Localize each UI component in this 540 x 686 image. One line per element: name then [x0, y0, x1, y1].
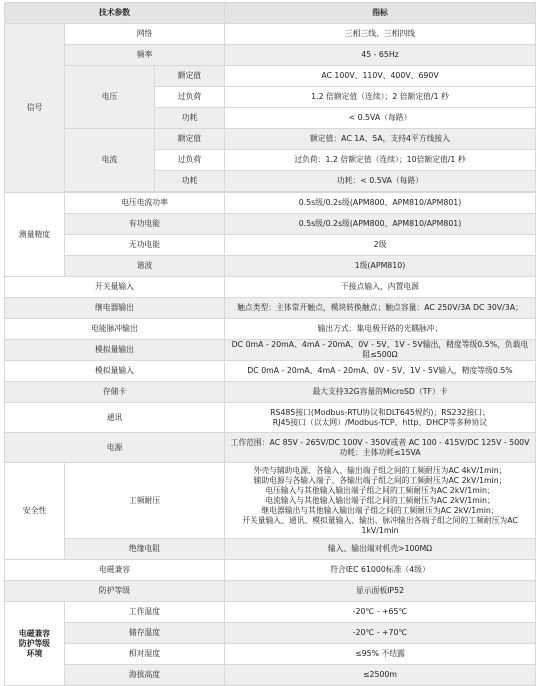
- analog-input-value: DC 0mA - 20mA、4mA - 20mA、0V - 5V、1V - 5V输入，精度等级0.5%: [225, 361, 536, 382]
- voltage-power-label: 功耗: [155, 108, 225, 129]
- comm-line: RS485接口(Modbus-RTU协议和DLT645规约)；RS232接口；: [270, 407, 490, 417]
- environment-row-value: -20℃ - +65℃: [225, 602, 536, 623]
- frequency-label: 频率: [65, 45, 225, 66]
- environment-row-label: 海拔高度: [65, 665, 225, 686]
- relay-output-value: 触点类型：主体常开触点，模块转换触点；触点容量：AC 250V/3A DC 30V/3A；: [225, 298, 536, 319]
- accuracy-row-value: 0.5s级/0.2s级(APM800、APM810/APM801): [225, 193, 536, 214]
- power-supply-line: 功耗：主体功耗≤15VA: [339, 447, 421, 457]
- insulation-value: 输入、输出端对机壳>100MΩ: [225, 539, 536, 560]
- accuracy-row-value: 1级(APM810): [225, 256, 536, 277]
- comm-line: RJ45接口（以太网）/Modbus-TCP、http、DHCP等多种协议: [272, 417, 488, 427]
- relay-output-label: 继电器输出: [5, 298, 225, 319]
- voltage-rated-label: 额定值: [155, 66, 225, 87]
- environment-row-value: ≤2500m: [225, 665, 536, 686]
- current-label: 电流: [65, 129, 155, 192]
- environment-label-line: 电磁兼容: [18, 628, 51, 638]
- network-value: 三相三线、三相四线: [225, 24, 536, 45]
- environment-row-label: 相对湿度: [65, 644, 225, 665]
- emc-value: 符合IEC 61000标准（4级）: [225, 560, 536, 581]
- accuracy-row-label: 电压电流功率: [65, 193, 225, 214]
- spec-table: [4, 2, 536, 686]
- protection-value: 显示面板IP52: [225, 581, 536, 602]
- comm-label: 通讯: [5, 403, 225, 433]
- pulse-output-label: 电能脉冲输出: [5, 319, 225, 340]
- withstand-line: 辅助电源与各输入端子、各输出端子组之间的工频耐压为AC 2kV/1min；: [253, 475, 507, 485]
- signal-label: 信号: [5, 24, 65, 193]
- storage-value: 最大支持32G容量的MicroSD（TF）卡: [225, 382, 536, 403]
- power-supply-label: 电源: [5, 433, 225, 463]
- comm-value: [225, 403, 536, 433]
- current-overload-value: 过负荷：1.2 倍额定值（连续）；10倍额定值/1 秒: [225, 150, 536, 171]
- emc-label: 电磁兼容: [5, 560, 225, 581]
- environment-label: [5, 602, 65, 686]
- safety-label: 安全性: [5, 463, 65, 560]
- current-rated-value: 额定值：AC 1A、5A，支持4平方线接入: [225, 129, 536, 150]
- voltage-label: 电压: [65, 66, 155, 129]
- analog-output-label: 模拟量输出: [5, 340, 225, 361]
- voltage-overload-label: 过负荷: [155, 87, 225, 108]
- switch-input-label: 开关量输入: [5, 277, 225, 298]
- environment-row-label: 储存温度: [65, 623, 225, 644]
- withstand-line: 外壳与辅助电源、各输入、输出端子组之间的工频耐压为AC 4kV/1min；: [253, 465, 507, 475]
- voltage-rated-value: AC 100V、110V、400V、690V: [225, 66, 536, 87]
- pulse-output-value: 输出方式：集电极开路的光耦脉冲；: [225, 319, 536, 340]
- withstand-value: [225, 463, 536, 539]
- voltage-overload-value: 1.2 倍额定值（连续）；2 倍额定值/1 秒: [225, 87, 536, 108]
- analog-input-label: 模拟量输入: [5, 361, 225, 382]
- environment-row-value: ≤95% 不结露: [225, 644, 536, 665]
- withstand-line: 开关量输入、通讯、模拟量输入、输出、脉冲输出各端子组之间的工频耐压为AC 1kV/1min: [242, 515, 518, 535]
- accuracy-label: 测量精度: [5, 193, 65, 277]
- accuracy-row-label: 有功电能: [65, 214, 225, 235]
- environment-row-value: -20℃ - +70℃: [225, 623, 536, 644]
- environment-row-label: 工作温度: [65, 602, 225, 623]
- storage-label: 存储卡: [5, 382, 225, 403]
- current-overload-label: 过负荷: [155, 150, 225, 171]
- header-param: 技术参数: [5, 3, 225, 24]
- accuracy-row-value: 0.5s级/0.2s级(APM800、APM810/APM801): [225, 214, 536, 235]
- current-power-value: 功耗：< 0.5VA（每路）: [225, 171, 536, 192]
- current-power-label: 功耗: [155, 171, 225, 192]
- power-supply-line: 工作范围：AC 85V - 265V/DC 100V - 350V或者 AC 100 - 415V/DC 125V - 500V: [230, 437, 530, 447]
- environment-label-line: 防护等级: [18, 638, 51, 648]
- network-label: 网络: [65, 24, 225, 45]
- switch-input-value: 干接点输入，内置电源: [225, 277, 536, 298]
- analog-output-value: DC 0mA - 20mA、4mA - 20mA、0V - 5V、1V - 5V输出，精度等级0.5%，负载电阻≤500Ω: [225, 340, 536, 361]
- withstand-label: 工频耐压: [65, 463, 225, 539]
- protection-label: 防护等级: [5, 581, 225, 602]
- power-supply-value: [225, 433, 536, 463]
- accuracy-row-value: 2级: [225, 235, 536, 256]
- withstand-line: 电压输入与其他输入输出端子组之间的工频耐压为AC 2kV/1min；: [265, 485, 495, 495]
- withstand-line: 继电器输出与其他输入输出端子组之间的工频耐压为AC 2kV/1min；: [261, 505, 499, 515]
- withstand-line: 电流输入与其他输入输出端子组之间的工频耐压为AC 2kV/1min；: [265, 495, 495, 505]
- insulation-label: 绝缘电阻: [65, 539, 225, 560]
- voltage-power-value: < 0.5VA（每路）: [225, 108, 536, 129]
- accuracy-row-label: 无功电能: [65, 235, 225, 256]
- environment-label-line: 环境: [26, 648, 43, 658]
- current-rated-label: 额定值: [155, 129, 225, 150]
- frequency-value: 45 - 65Hz: [225, 45, 536, 66]
- header-spec: 指标: [225, 3, 536, 24]
- accuracy-row-label: 谐波: [65, 256, 225, 277]
